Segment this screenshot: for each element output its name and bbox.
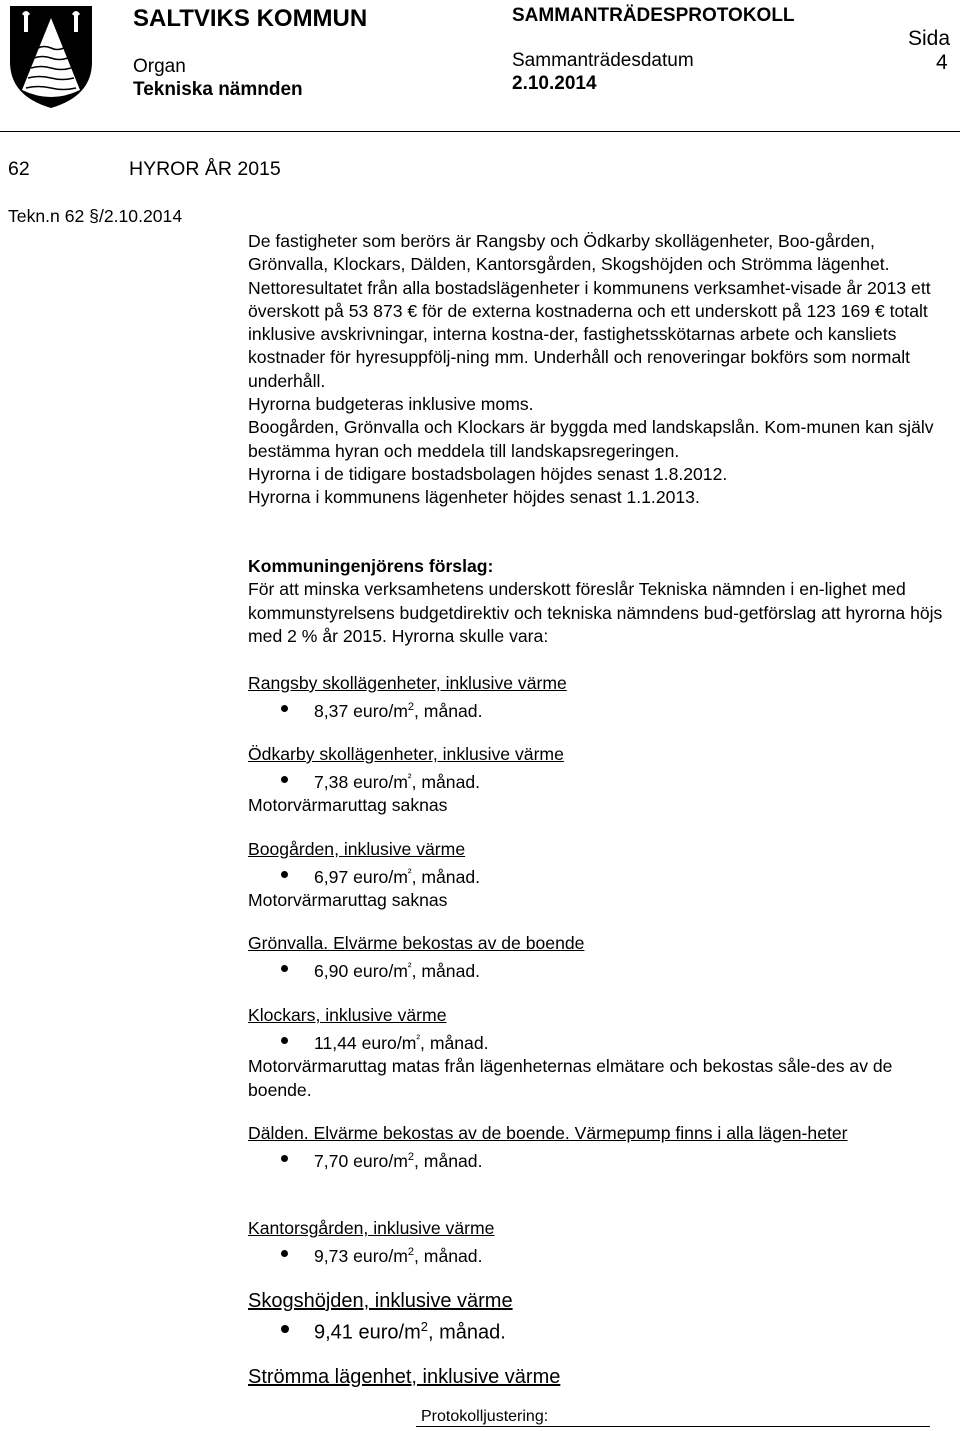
proposal [248,555,948,648]
rent-amount: 11,44 euro/$m^{^2}$, månad. [248,1028,948,1055]
rent-amount: 6,97 euro/$m^{^2}$, månad. [248,862,948,889]
rent-amount: 6,90 euro/$m^{^2}$, månad. [248,956,948,983]
meeting-date: 2.10.2014 [512,73,597,94]
item-reference: Tekn.n 62 §/2.10.2014 [8,206,183,226]
rent-title: Skogshöjden, inklusive värme [248,1290,513,1312]
meeting-date-label: Sammanträdesdatum [512,50,694,71]
rent-note: Motorvärmaruttag saknas [248,890,448,911]
paragraph-properties: De fastigheter som berörs är Rangsby och Ödkarby skollägenheter, Boo-gården, Grönvalla, Klockars, Dälden, Kantorsgården, Skogshöjden och Strömma lägenhet. [248,231,890,275]
organ-name: Tekniska nämnden [133,79,303,100]
paragraph-vat: Hyrorna budgeteras inklusive moms. [248,394,534,415]
rent-section-klockars [248,1004,948,1102]
item-number: 62 [8,158,30,180]
rent-section-kantorsgarden [248,1217,948,1268]
rent-section-skogshojden [248,1288,948,1345]
page-number: 4 [936,51,948,74]
paragraph-net-result: Nettoresultatet från alla bostadslägenheter i kommunens verksamhet-visade år 2013 ett överskott på 53 873 € för de externa kostnaderna och ett underskott på 123 169 € totalt inklusive avskrivningar, interna kostna-der, fastighetsskötarnas arbete och kansliets kostnader för hyresuppfölj-ning mm. Underhåll och renoveringar bokförs som normalt underhåll. [248,277,931,391]
rent-title: Ödkarby skollägenheter, inklusive värme [248,744,564,764]
rent-section-dalden [248,1122,948,1173]
rent-note: Motorvärmaruttag saknas [248,795,448,816]
municipality-crest-logo [8,4,94,110]
body-text [248,230,948,510]
item-title: HYROR ÅR 2015 [129,158,281,180]
rent-title: Boogården, inklusive värme [248,839,466,859]
header-rule [0,131,960,132]
rent-title: Kantorsgården, inklusive värme [248,1218,495,1238]
page-label: Sida [908,27,951,50]
rent-title: Grönvalla. Elvärme bekostas av de boende [248,933,585,953]
organ-label: Organ [133,56,186,77]
rent-amount: 7,70 euro/$m^2$, månad. [248,1146,948,1173]
protocol-verification-label: Protokolljustering: [421,1408,549,1425]
rent-title: Klockars, inklusive värme [248,1005,447,1025]
rent-title: Strömma lägenhet, inklusive värme [248,1366,561,1388]
rent-amount: 9,41 euro/$m^2$, månad. [248,1315,948,1345]
rent-section-odkarby [248,743,948,818]
rent-amount: 9,73 euro/$m^2$, månad. [248,1241,948,1268]
footer-rule [416,1426,930,1427]
document-type: SAMMANTRÄDESPROTOKOLL [512,5,795,26]
rent-section-boogarden [248,838,948,913]
paragraph-landskapslan: Boogården, Grönvalla och Klockars är byggda med landskapslån. Kom-munen kan själv bestämma hyran och meddela till landskapsregeringen. [248,417,934,461]
rent-title: Rangsby skollägenheter, inklusive värme [248,673,567,693]
proposal-text: För att minska verksamhetens underskott föreslår Tekniska nämnden i en-lighet med kommunstyrelsens budgetdirektiv och tekniska nämndens bud-getförslag att hyrorna höjs med 2 % år 2015. Hyrorna skulle vara: [248,579,943,646]
rent-note: Motorvärmaruttag matas från lägenheternas elmätare och bekostas såle-des av de boende. [248,1056,893,1100]
municipality-name: SALTVIKS KOMMUN [133,5,368,32]
rent-amount: 7,38 euro/$m^{^2}$, månad. [248,767,948,794]
paragraph-previous-raise-2: Hyrorna i kommunens lägenheter höjdes senast 1.1.2013. [248,487,700,508]
rent-amount: 8,37 euro/$m^2$, månad. [248,696,948,723]
rent-section-stromma [248,1364,948,1391]
paragraph-previous-raise-1: Hyrorna i de tidigare bostadsbolagen höjdes senast 1.8.2012. [248,463,728,484]
rent-title: Dälden. Elvärme bekostas av de boende. Värmepump finns i alla lägen-heter [248,1123,848,1143]
proposal-heading: Kommuningenjörens förslag: [248,556,494,576]
rent-section-rangsby [248,672,948,723]
rent-section-gronvalla [248,932,948,983]
